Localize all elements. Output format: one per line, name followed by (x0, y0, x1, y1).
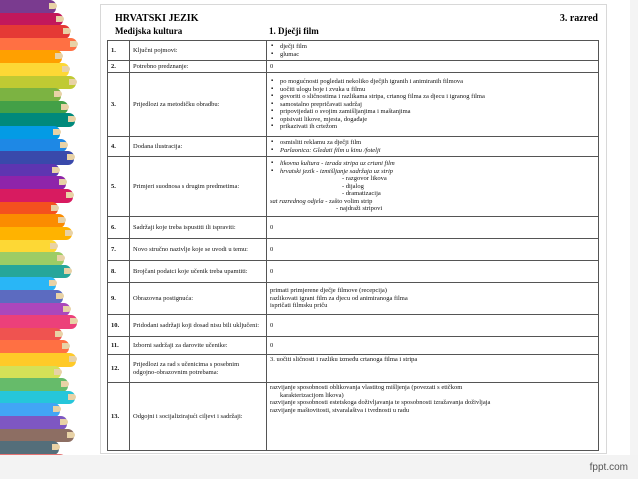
list-item: ▪ hrvatski jezik - izmišljanje sadržaja uz strip (280, 168, 595, 176)
pencil-stripe (0, 88, 61, 102)
pencil-stripe (0, 227, 72, 241)
list-item: ▪ prikazivati ih crtežom (280, 123, 595, 131)
pencil-stripe (0, 38, 77, 52)
grade-label: 3. razred (559, 13, 598, 24)
table-row (108, 61, 599, 73)
sub-item: - dramatizacija (342, 190, 381, 198)
table-row (108, 261, 599, 283)
document-header (115, 9, 598, 39)
pencil-stripe (0, 151, 74, 165)
list-item: ▪ dječji film (280, 43, 595, 51)
table-row (108, 217, 599, 239)
pencil-stripe (0, 252, 64, 266)
row-number: 12. (108, 355, 130, 383)
row-label: Potrebno predznanje: (130, 61, 267, 73)
pencil-stripe (0, 328, 62, 342)
lesson-table (107, 40, 599, 451)
content-line: primati primjerene dječje filmove (recepcija) (270, 287, 387, 295)
list-item: ▪ samostalno prepričavati sadržaj (280, 101, 595, 109)
row-content (267, 41, 599, 61)
correlation-line (270, 198, 595, 206)
culture-label: Medijska kultura (115, 26, 183, 36)
unit-title: 1. Dječji film (269, 26, 319, 36)
row-content: 0 (267, 315, 599, 337)
content-line: razlikovati igrani film za djecu od animiranoga filma (270, 294, 408, 302)
row-content (267, 137, 599, 157)
pencil-stripe (0, 25, 70, 39)
list-item: ▪ govoriti o sličnostima i razlikama stripa, crtanog filma za djecu i igranog filma (280, 93, 595, 101)
row-label: Prijedlozi za metodičku obradbu: (130, 73, 267, 137)
pencil-stripe (0, 101, 68, 115)
row-number: 2. (108, 61, 130, 73)
brand-label: fppt.com (589, 462, 628, 473)
pencil-stripe (0, 189, 73, 203)
row-number: 1. (108, 41, 130, 61)
footer-bar (0, 455, 638, 479)
pencil-stripe (0, 403, 60, 417)
row-label: Novo stručno nazivlje koje se uvodi u temu: (130, 239, 267, 261)
row-content: 3. uočiti sličnosti i razliku između crtanoga filma i stripa (267, 355, 599, 383)
pencil-stripe (0, 391, 75, 405)
pencil-decoration (0, 0, 78, 479)
pencil-stripe (0, 139, 67, 153)
content-line: razvijanje sposobnosti oblikovanja vlastitog mišljenja (povezati s etičkom (270, 384, 463, 391)
row-number: 4. (108, 137, 130, 157)
row-number: 9. (108, 283, 130, 315)
content-line: ispričati filmsku priču (270, 302, 328, 310)
sub-item: - razgovor likova (342, 175, 387, 183)
content-line: razvijanje sposobnosti estetskoga doživljavanja te sposobnosti izražavanja doživljaja (270, 399, 491, 407)
pencil-stripe (0, 240, 57, 254)
right-edge (630, 0, 638, 479)
pencil-stripe (0, 340, 69, 354)
row-content (267, 73, 599, 137)
pencil-stripe (0, 176, 66, 190)
row-content: 0 (267, 239, 599, 261)
pencil-stripe (0, 50, 62, 64)
row-content (267, 157, 599, 217)
row-content: 0 (267, 61, 599, 73)
subject-title: HRVATSKI JEZIK (115, 13, 199, 24)
pencil-stripe (0, 164, 59, 178)
pencil-stripe (0, 0, 56, 14)
row-number: 10. (108, 315, 130, 337)
pencil-stripe (0, 63, 69, 77)
row-number: 13. (108, 383, 130, 451)
row-content (267, 383, 599, 451)
row-number: 8. (108, 261, 130, 283)
italic-part: sat razrednog odjela (270, 197, 324, 205)
content-line: karakterizacijom likova) (280, 391, 344, 399)
table-row (108, 73, 599, 137)
list-item: ▪ uočiti ulogu boje i zvuka u filmu (280, 86, 595, 94)
row-label: Odgojni i socijalizirajući ciljevi i sadržaji: (130, 383, 267, 451)
pencil-stripe (0, 290, 63, 304)
text-part: - zašto volim strip (323, 197, 373, 205)
list-item: ▪ po mogućnosti pogledati nekoliko dječjih igranih i animiranih filmova (280, 78, 595, 86)
pencil-stripe (0, 315, 77, 329)
list-item: ▪ glumac (280, 51, 595, 59)
row-label: Brojčani podatci koje učenik treba upamtiti: (130, 261, 267, 283)
row-content: 0 (267, 217, 599, 239)
content-line: razvijanje maštovitosti, stvaralaštva i tvrdnosti u radu (270, 406, 410, 414)
row-content: 0 (267, 337, 599, 355)
list-item: ▪ opisivati likove, mjesta, događaje (280, 116, 595, 124)
pencil-stripe (0, 13, 63, 27)
list-item: ▪ Parlaonica: Gledati film u kinu /fotelji (280, 147, 595, 155)
row-label: Ključni pojmovi: (130, 41, 267, 61)
pencil-stripe (0, 214, 65, 228)
row-label: Sadržaji koje treba ispustiti ili ispraviti: (130, 217, 267, 239)
list-item: ▪ pripovijedati o svojim zamišljanjima i maštanjima (280, 108, 595, 116)
table-row (108, 315, 599, 337)
row-label: Obrazovna postignuća: (130, 283, 267, 315)
lesson-document (100, 4, 607, 454)
table-row (108, 283, 599, 315)
table-row (108, 41, 599, 61)
row-label: Izborni sadržaji za darovite učenike: (130, 337, 267, 355)
pencil-stripe (0, 113, 75, 127)
pencil-stripe (0, 378, 68, 392)
row-label: Prijedlozi za rad s učenicima s posebnim odgojno-obrazovnim potrebama: (130, 355, 267, 383)
table-row (108, 239, 599, 261)
table-row (108, 157, 599, 217)
table-row (108, 137, 599, 157)
row-content: 0 (267, 261, 599, 283)
pencil-stripe (0, 441, 59, 455)
pencil-stripe (0, 126, 60, 140)
row-number: 5. (108, 157, 130, 217)
pencil-stripe (0, 366, 61, 380)
sub-item: - najdraži stripovi (336, 205, 383, 213)
row-label: Pridodani sadržaji koji dosad nisu bili uključeni: (130, 315, 267, 337)
table-row (108, 355, 599, 383)
row-number: 11. (108, 337, 130, 355)
pencil-stripe (0, 76, 76, 90)
row-content (267, 283, 599, 315)
pencil-stripe (0, 277, 56, 291)
row-number: 3. (108, 73, 130, 137)
list-item: ▪ likovna kultura - izrada stripa uz crtani film (280, 160, 595, 168)
pencil-stripe (0, 303, 70, 317)
pencil-stripe (0, 202, 58, 216)
row-label: Dodana ilustracija: (130, 137, 267, 157)
pencil-stripe (0, 416, 67, 430)
row-label: Primjeri suodnosa s drugim predmetima: (130, 157, 267, 217)
pencil-stripe (0, 265, 71, 279)
table-row (108, 337, 599, 355)
sub-item: - dijalog (342, 182, 364, 190)
table-row (108, 383, 599, 451)
list-item: ▪ osmisliti reklamu za dječji film (280, 139, 595, 147)
row-number: 6. (108, 217, 130, 239)
row-number: 7. (108, 239, 130, 261)
pencil-stripe (0, 353, 76, 367)
pencil-stripe (0, 429, 74, 443)
